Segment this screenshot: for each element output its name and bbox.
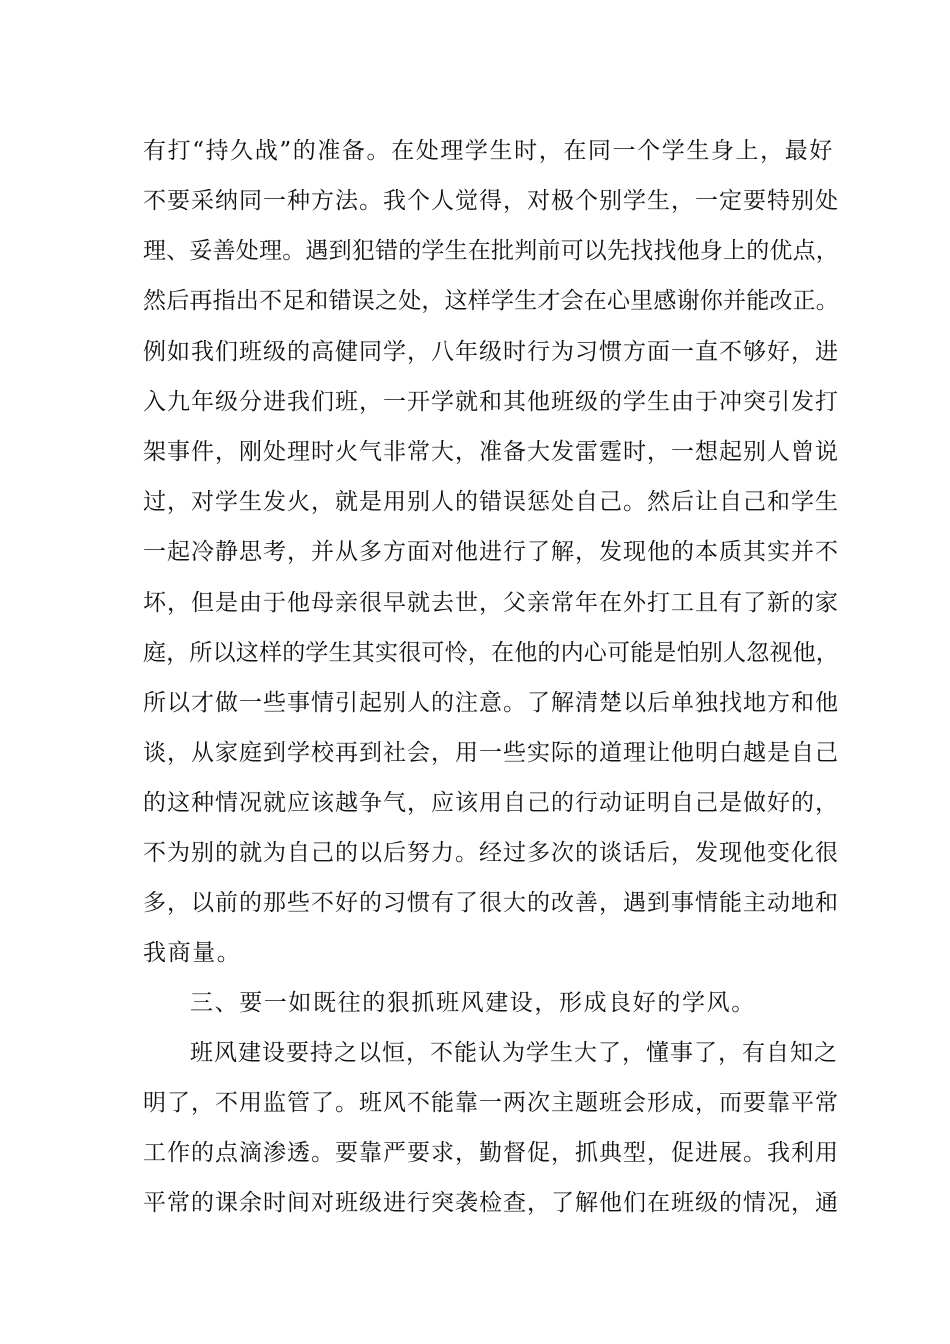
- text-line: 工作的点滴渗透。要靠严要求，勤督促，抓典型，促进展。我利用: [143, 1140, 839, 1166]
- text-line: 明了，不用监管了。班风不能靠一两次主题班会形成，而要靠平常: [143, 1090, 839, 1116]
- text-line: 的这种情况就应该越争气，应该用自己的行动证明自己是做好的，: [143, 790, 839, 816]
- text-line: 坏，但是由于他母亲很早就去世，父亲常年在外打工且有了新的家: [143, 590, 839, 616]
- text-line: 然后再指出不足和错误之处，这样学生才会在心里感谢你并能改正。: [143, 288, 839, 314]
- text-line: 多，以前的那些不好的习惯有了很大的改善，遇到事情能主动地和: [143, 890, 839, 916]
- text-line: 我商量。: [143, 940, 242, 966]
- text-line: 理、妥善处理。遇到犯错的学生在批判前可以先找找他身上的优点，: [143, 238, 839, 264]
- text-line: 过，对学生发火，就是用别人的错误惩处自己。然后让自己和学生: [143, 489, 839, 515]
- text-line: 谈，从家庭到学校再到社会，用一些实际的道理让他明白越是自己: [143, 740, 839, 766]
- text-line: 有打“持久战”的准备。在处理学生时，在同一个学生身上，最好: [143, 138, 834, 164]
- text-line: 不为别的就为自己的以后努力。经过多次的谈话后，发现他变化很: [143, 840, 839, 866]
- text-line: 所以才做一些事情引起别人的注意。了解清楚以后单独找地方和他: [143, 690, 839, 716]
- text-line: 班风建设要持之以恒，不能认为学生大了，懂事了，有自知之: [190, 1040, 838, 1066]
- text-line: 一起冷静思考，并从多方面对他进行了解，发现他的本质其实并不: [143, 539, 839, 565]
- text-line: 平常的课余时间对班级进行突袭检查，了解他们在班级的情况，通: [143, 1190, 839, 1216]
- text-line: 架事件，刚处理时火气非常大，准备大发雷霆时，一想起别人曾说: [143, 439, 839, 465]
- text-line: 入九年级分进我们班，一开学就和其他班级的学生由于冲突引发打: [143, 389, 839, 415]
- section-heading: 三、要一如既往的狠抓班风建设，形成良好的学风。: [190, 990, 756, 1016]
- text-line: 不要采纳同一种方法。我个人觉得，对极个别学生，一定要特别处: [143, 188, 839, 214]
- text-line: 庭，所以这样的学生其实很可怜，在他的内心可能是怕别人忽视他，: [143, 640, 839, 666]
- text-line: 例如我们班级的高健同学，八年级时行为习惯方面一直不够好，进: [143, 339, 839, 365]
